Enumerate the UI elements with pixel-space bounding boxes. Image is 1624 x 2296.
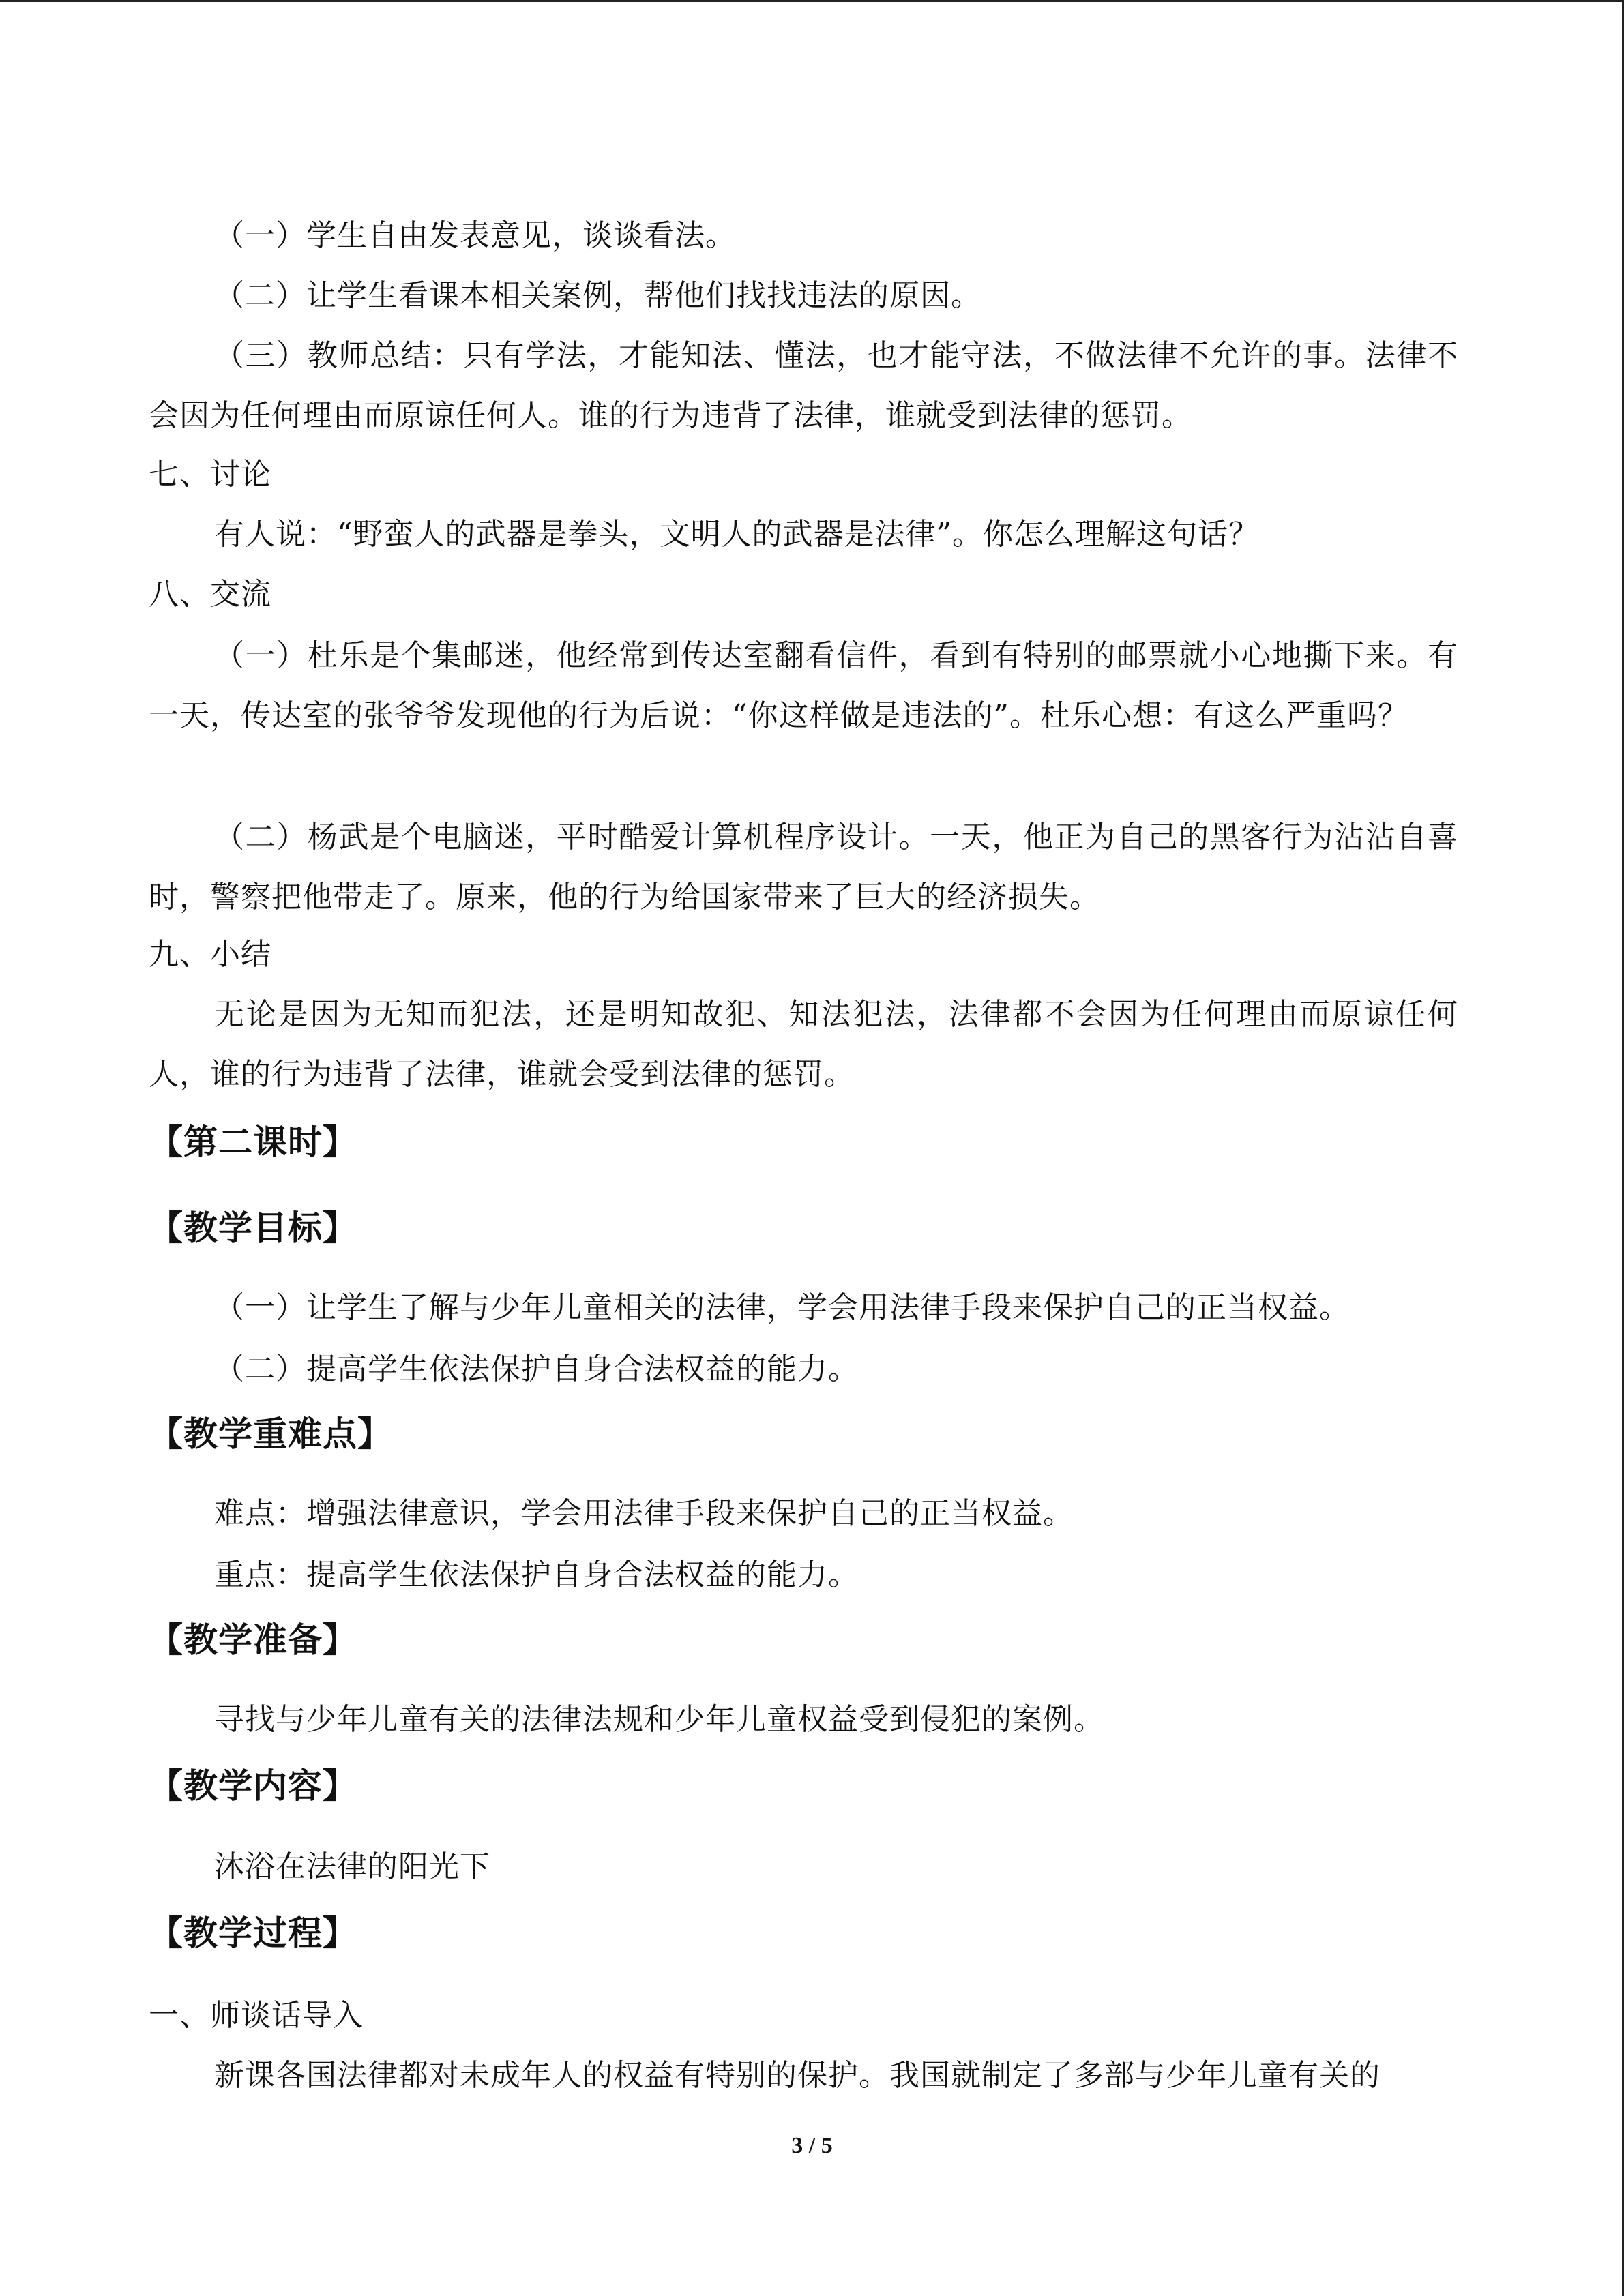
paragraph-stamp-collector: （一）杜乐是个集邮迷，他经常到传达室翻看信件，看到有特别的邮票就小心地撕下来。有一天，传达室的张爷爷发现他的行为后说：“你这样做是违法的”。杜乐心想：有这么严重吗？ — [149, 638, 1458, 733]
heading-key-points: 【教学重难点】 — [149, 1414, 392, 1454]
section-7-text: 有人说：“野蛮人的武器是拳头，文明人的武器是法律”。你怎么理解这句话？ — [214, 517, 1259, 552]
paragraph-hacker: （二）杨武是个电脑迷，平时酷爱计算机程序设计。一天，他正为自己的黑客行为沾沾自喜时，警察把他带走了。原来，他的行为给国家带来了巨大的经济损失。 — [149, 820, 1458, 914]
preparation-text: 寻找与少年儿童有关的法律法规和少年儿童权益受到侵犯的案例。 — [214, 1702, 1104, 1737]
section-7-title: 七、讨论 — [149, 457, 271, 492]
process-1-title: 一、师谈话导入 — [149, 1998, 364, 2033]
process-1-text: 新课各国法律都对未成年人的权益有特别的保护。我国就制定了多部与少年儿童有关的 — [214, 2058, 1381, 2093]
goal-2: （二）提高学生依法保护自身合法权益的能力。 — [214, 1352, 859, 1386]
line-student-opinions: （一）学生自由发表意见，谈谈看法。 — [214, 218, 736, 253]
paragraph-teacher-summary: （三）教师总结：只有学法，才能知法、懂法，也才能守法，不做法律不允许的事。法律不会因为任何理由而原谅任何人。谁的行为违背了法律，谁就受到法律的惩罚。 — [149, 338, 1458, 433]
heading-second-lesson: 【第二课时】 — [149, 1122, 357, 1162]
page-number: 3 / 5 — [791, 2133, 833, 2158]
line-case-study: （二）让学生看课本相关案例，帮他们找找违法的原因。 — [214, 278, 981, 313]
heading-content: 【教学内容】 — [149, 1766, 357, 1806]
section-9-title: 九、小结 — [149, 937, 271, 972]
content-text: 沐浴在法律的阳光下 — [214, 1849, 490, 1884]
heading-preparation: 【教学准备】 — [149, 1620, 357, 1660]
section-8-title: 八、交流 — [149, 577, 271, 612]
difficulty-text: 难点：增强法律意识，学会用法律手段来保护自己的正当权益。 — [214, 1496, 1074, 1531]
goal-1: （一）让学生了解与少年儿童相关的法律，学会用法律手段来保护自己的正当权益。 — [214, 1290, 1350, 1325]
heading-process: 【教学过程】 — [149, 1913, 357, 1953]
paragraph-summary: 无论是因为无知而犯法，还是明知故犯、知法犯法，法律都不会因为任何理由而原谅任何人，谁的行为违背了法律，谁就会受到法律的惩罚。 — [149, 997, 1458, 1092]
key-point-text: 重点：提高学生依法保护自身合法权益的能力。 — [214, 1557, 859, 1592]
heading-teaching-goals: 【教学目标】 — [149, 1208, 357, 1248]
